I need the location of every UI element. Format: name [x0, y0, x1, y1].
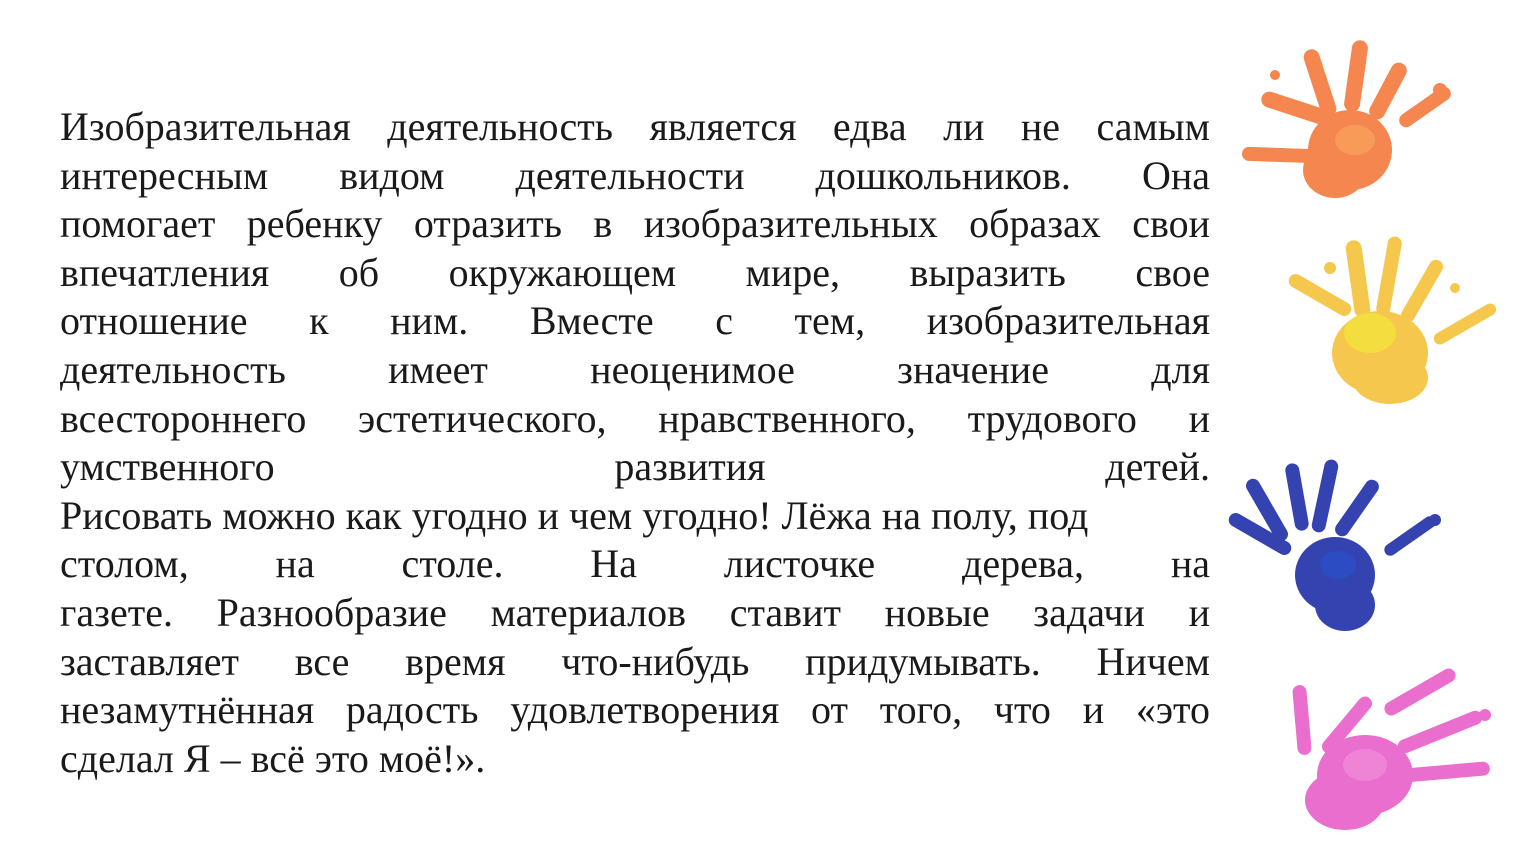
text-line: Изобразительная деятельность является едва ли не самым — [60, 104, 1210, 149]
text-line: деятельность имеет неоценимое значение для — [60, 346, 1210, 392]
text-line: интересным видом деятельности дошкольников. Она — [60, 152, 1210, 198]
blue-handprint-icon — [1220, 455, 1450, 640]
text-line: заставляет все время что-нибудь придумывать. Ничем — [60, 638, 1210, 684]
text-line: незамутнённая радость удовлетворения от того, что и «это — [60, 687, 1210, 733]
text-line: умственного развития детей. — [60, 444, 1210, 490]
text-line: газете. Разнообразие материалов ставит новые задачи и — [60, 589, 1210, 635]
text-line: Рисовать можно как угодно и чем угодно! Лёжа на полу, под — [60, 492, 1089, 538]
pink-handprint-icon — [1285, 665, 1510, 835]
body-text — [60, 103, 1210, 783]
text-line: отношение к ним. Вместе с тем, изобразительная — [60, 298, 1210, 344]
text-line: всестороннего эстетического, нравственного, трудового и — [60, 395, 1210, 441]
text-line: сделал Я – всё это моё!». — [60, 735, 486, 781]
yellow-handprint-icon — [1270, 228, 1500, 408]
orange-handprint-icon — [1230, 30, 1460, 205]
text-line: впечатления об окружающем мире, выразить свое — [60, 249, 1210, 295]
text-line: помогает ребенку отразить в изобразительных образах свои — [60, 201, 1210, 247]
text-line: столом, на столе. На листочке дерева, на — [60, 541, 1210, 587]
